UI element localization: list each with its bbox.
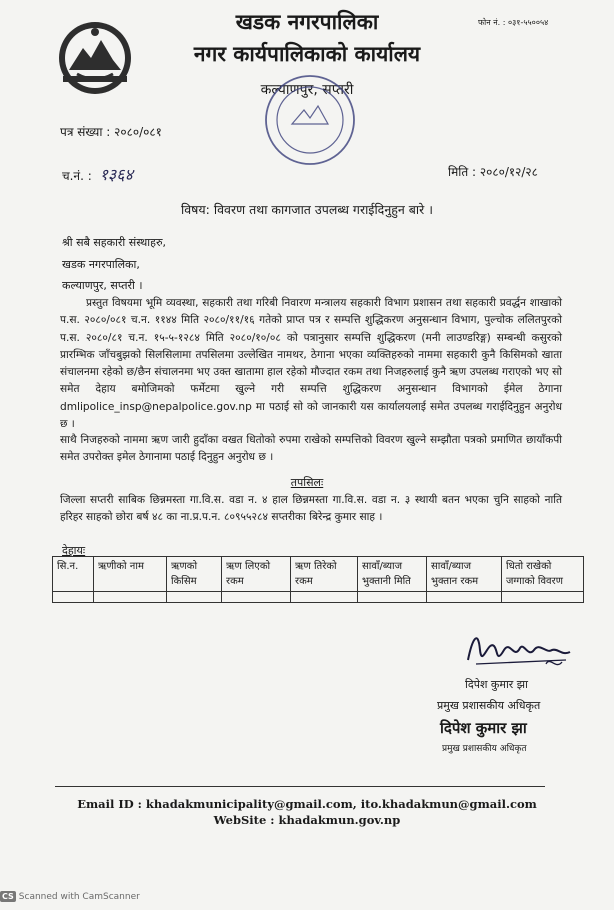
col-payment-date: सावाँ/ब्याज भुक्तानी मिति	[358, 557, 427, 592]
col-serial: सि.न.	[53, 557, 94, 592]
camscanner-icon: CS	[2, 892, 14, 901]
office-name: नगर कार्यपालिकाको कार्यालय	[193, 42, 421, 66]
chalani-label: च.नं. :	[62, 169, 92, 183]
table-row	[53, 592, 584, 603]
body-paragraph-2: साथै निजहरुको नाममा ऋण जारी हुदाँका वखत धितोको रुपमा राखेको सम्पत्तिको विवरण खुल्ने सम्झौता पत्रको प्रमाणित छायाँकपी समेत उपरोक्त इमेल ठेगानामा पठाई दिनुहुन अनुरोध छ ।	[60, 434, 562, 464]
body-paragraph-1: प्रस्तुत विषयमा भूमि व्यवस्था, सहकारी तथा गरिबी निवारण मन्त्रालय सहकारी विभाग प्रशासन तथा सहकारी प्रवर्द्धन शाखाको प.स. २०८०/०८१ च.न. ११४४ मिति २०८०/११/१६ गतेको प्राप्त पत्र र सम्पत्ति शुद्धिकरण अनुसन्धान विभाग, पुल्चोक ललितपुरको प.स. २०८०/८१ च.न. १५-५-१२८४ मिति २०८०/१०/०८ को पत्रानुसार सम्पत्ति शुद्धिकरण (मनी लाउण्डरिङ्ग) सम्बन्धी कसुरको प्रारम्भिक जाँचबुझको सिलसिलामा तपसिलमा उल्लेखित नामथर, ठेगाना भएका व्यक्तिहरुको नाममा सहकारी कुनै किसिमको खाता संचालनमा रहेको छ/छैन संचालनमा भए उक्त खातामा हाल रहेको मौज्दात रकम तथा निजहरुलाई कुनै ऋण उपलब्ध गराएको भए सो समेत देहाय बमोजिमको फर्मेटमा खुल्ने गरी सम्पत्ति शुद्धिकरण अनुसन्धान विभागको ईमेल ठेगाना dmlipolice_insp@nepalpolice.gov.np मा पठाई सो को जानकारी यस कार्यालयलाई समेत उपलब्ध गराईदिनुहुन अनुरोध छ ।	[60, 297, 562, 431]
addressee-line-2: खडक नगरपालिका,	[62, 258, 140, 271]
scanner-text: Scanned with CamScanner	[18, 892, 140, 902]
col-loan-type: ऋणको किसिम	[167, 557, 222, 592]
addressee-line-3: कल्याणपुर, सप्तरी ।	[62, 279, 143, 292]
chalani-number	[62, 163, 133, 185]
footer-website: WebSite : khadakmun.gov.np	[213, 813, 401, 827]
chalani-value: १३६४	[99, 165, 133, 184]
title-stamp: प्रमुख प्रशासकीय अधिकृत	[442, 744, 527, 754]
phone-number: फोन नं. : ०३१-५५००५४	[478, 18, 549, 27]
footer-email: Email ID : khadakmunicipality@gmail.com, ito.khadakmun@gmail.com	[77, 797, 537, 811]
subject-line: विषय: विवरण तथा कागजात उपलब्ध गराईदिनुहुन बारे ।	[180, 202, 433, 217]
tapsil-text: जिल्ला सप्तरी साबिक छिन्नमस्ता गा.वि.स. वडा न. ४ हाल छिन्नमस्ता गा.वि.स. वडा न. ३ स्थायी बतन भएका चुनि साहको नाति हरिहर साहको छोरा बर्ष ४८ का ना.प्र.प.न. ८०९५५२८४ सप्तरीका बिरेन्द्र कुमार साह ।	[60, 494, 562, 524]
municipality-name: खडक नगरपालिका	[235, 10, 379, 34]
handwritten-signature	[458, 620, 578, 680]
col-payment-amount: सावाँ/ब्याज भुक्तान रकम	[427, 557, 502, 592]
col-loan-amount: ऋण लिएको रकम	[222, 557, 291, 592]
table-heading: देहायः	[62, 544, 86, 557]
col-repaid-amount: ऋण तिरेको रकम	[291, 557, 358, 592]
signatory-title: प्रमुख प्रशासकीय अधिकृत	[437, 699, 541, 712]
signatory-name: दिपेश कुमार झा	[465, 678, 528, 691]
scanner-watermark	[0, 891, 140, 902]
loan-details-table	[52, 556, 584, 603]
table-header-row	[53, 557, 584, 592]
tapsil-heading: तपसिलः	[290, 476, 324, 489]
office-stamp	[262, 72, 358, 168]
name-stamp: दिपेश कुमार झा	[440, 719, 527, 737]
footer-divider	[55, 786, 545, 787]
letter-date: मिति : २०८०/१२/२८	[448, 165, 538, 179]
office-location: कल्याणपुर, सप्तरी	[260, 82, 354, 98]
col-collateral: धितो राखेको जग्गाको विवरण	[502, 557, 584, 592]
addressee-line-1: श्री सबै सहकारी संस्थाहरु,	[62, 236, 167, 249]
col-borrower-name: ऋणीको नाम	[94, 557, 167, 592]
reference-number: पत्र संख्या : २०८०/०८१	[60, 125, 162, 139]
